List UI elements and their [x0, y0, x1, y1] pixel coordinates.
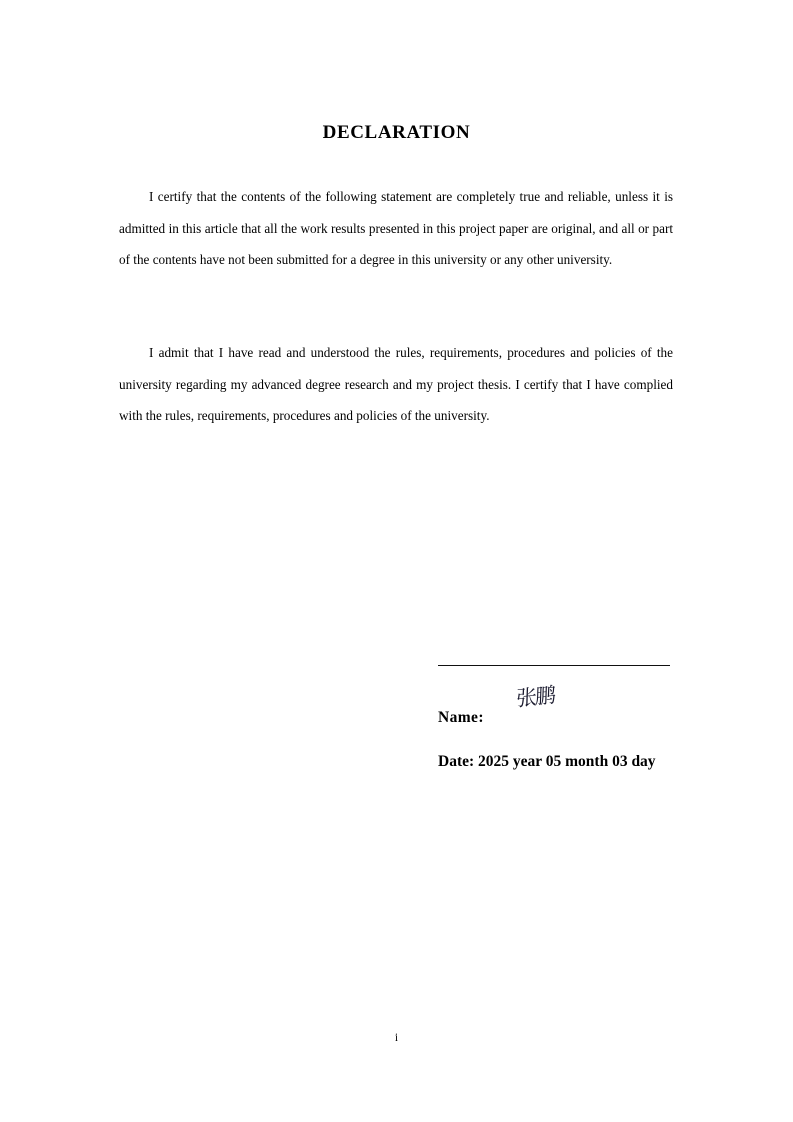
signature-block	[438, 645, 698, 783]
paragraph-block-1	[119, 181, 673, 276]
declaration-paragraph-1: I certify that the contents of the following statement are completely true and reliable, unless it is admitted in this article that all the work results presented in this project paper are original, and all or part of the contents have not been submitted for a degree in this university or any other university.	[119, 189, 673, 267]
page-title: DECLARATION	[322, 122, 471, 143]
signature-date: Date: 2025 year 05 month 03 day	[438, 753, 656, 770]
declaration-paragraph-2: I admit that I have read and understood the rules, requirements, procedures and policies of the university regarding my advanced degree research and my project thesis. I certify that I have complied with the rules, requirements, procedures and policies of the university.	[119, 345, 673, 423]
handwritten-signature: 张鹏	[515, 682, 555, 712]
signature-rule	[438, 645, 670, 666]
page-number: i	[394, 1032, 399, 1044]
name-label: Name:	[438, 709, 484, 726]
paragraph-block-2	[119, 337, 673, 432]
signature-name-row	[438, 682, 698, 727]
